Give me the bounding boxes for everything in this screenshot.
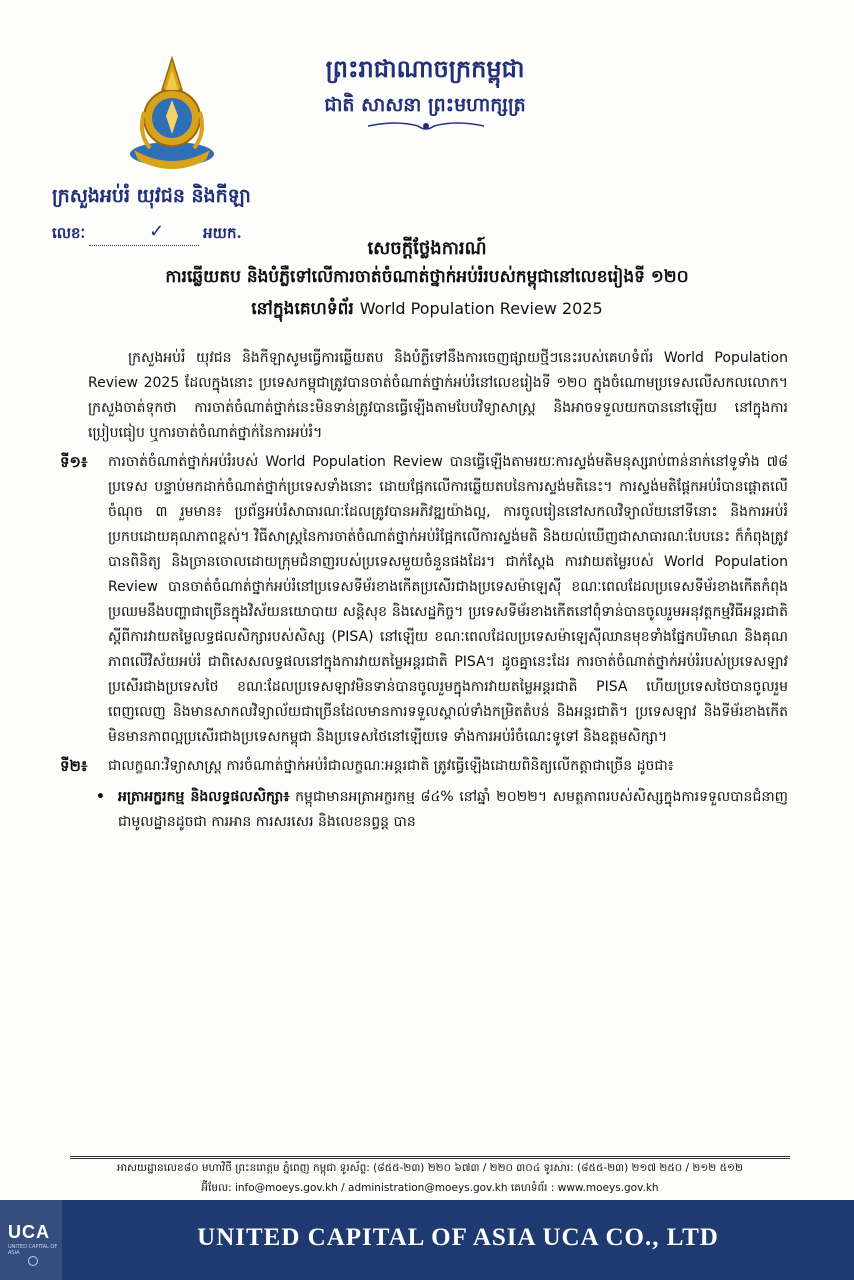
footer-contact: អ៊ីមែល: info@moeys.gov.kh / administration@moeys.gov.kh គេហទំព័រ : www.moeys.gov.kh — [201, 1182, 659, 1194]
document-title-line1: ការឆ្លើយតប និងបំភ្លឺទៅលើការចាត់ចំណាត់ថ្នាក់អប់រំរបស់កម្ពុជានៅលេខរៀងទី ១២០ — [165, 267, 689, 287]
point-2-number: ទី២៖ — [60, 757, 88, 775]
point-2 — [60, 754, 788, 779]
footer-divider-secondary — [70, 1158, 790, 1159]
ministry-emblem-icon — [124, 54, 220, 176]
kingdom-heading: ព្រះរាជាណាចក្រកម្ពុជា — [325, 54, 525, 83]
point-1 — [60, 450, 788, 750]
company-name: UNITED CAPITAL OF ASIA UCA CO., LTD — [197, 1224, 719, 1251]
bullet-literacy-text: កម្ពុជាមានអត្រាអក្ខរកម្ម ៨៤% នៅឆ្នាំ ២០២២។ សមត្ថភាពរបស់សិស្សក្នុងការទទួលបានជំនាញជាមូលដ្ឋានដូចជា ការអាន ការសរសេរ និងលេខនព្វន្ត បាន — [118, 789, 788, 830]
footer-address: អាសយដ្ឋានលេខ៨០ មហាវិថី ព្រះនរោត្តម ភ្នំពេញ កម្ពុជា ទូរស័ព្ទ: (៨៥៥-២៣) ២២០ ៦៧៣ / ២២០ ៣០៤ ទូរសារ: (៨៥៥-២៣) ២១៧ ២៥០ / ២១២ ៥១២ — [117, 1162, 743, 1174]
national-motto: ជាតិ សាសនា ព្រះមហាក្សត្រ — [324, 94, 526, 116]
reference-label: លេខៈ — [52, 224, 86, 242]
title-khmer-part: នៅក្នុងគេហទំព័រ — [251, 299, 354, 319]
document-type: សេចក្ដីថ្លែងការណ៍ — [367, 238, 487, 259]
bullet-literacy-heading: អត្រាអក្ខរកម្ម និងលទ្ធផលសិក្សា៖ — [118, 789, 290, 805]
title-english-part: World Population Review 2025 — [359, 299, 603, 318]
bullet-literacy — [88, 785, 788, 835]
ornament-divider-icon — [366, 118, 486, 134]
point-2-text: ជាលក្ខណៈវិទ្យាសាស្ត្រ ការចំណាត់ថ្នាក់អប់រំជាលក្ខណៈអន្តរជាតិ ត្រូវធ្វើឡើងដោយពិនិត្យលើកត្តាជាច្រើន ដូចជា៖ — [108, 758, 674, 774]
reference-suffix: អយក. — [203, 224, 242, 242]
uca-logo-mark-icon — [28, 1256, 38, 1266]
footer-divider — [70, 1156, 790, 1157]
uca-logo-subtitle: UNITED CAPITAL OF ASIA — [8, 1244, 58, 1256]
intro-paragraph: ក្រសួងអប់រំ យុវជន និងកីឡាសូមធ្វើការឆ្លើយតប និងបំភ្លឺទៅនឹងការចេញផ្សាយថ្មីៗនេះរបស់គេហទំព័រ World Population Review 2025 ដែលក្នុងនោះ ប្រទេសកម្ពុជាត្រូវបានចាត់ចំណាត់ថ្នាក់អប់រំនៅលេខរៀងទី ១២០ ក្នុងចំណោមប្រទេសលើសកលលោក។ ក្រសួងចាត់ទុកថា ការចាត់ចំណាត់ថ្នាក់នេះមិនទាន់ត្រូវបានធ្វើឡើងតាមបែបវិទ្យាសាស្ត្រ និងអាចទទួលយកបាននៅឡើយ នៅក្នុងការប្រៀបធៀប ឬការចាត់ចំណាត់ថ្នាក់នៃការអប់រំ។ — [88, 350, 788, 441]
uca-logo-text: UCA — [8, 1222, 50, 1242]
statement-body — [60, 346, 788, 835]
document-title-line2 — [40, 298, 814, 323]
point-1-text: ការចាត់ចំណាត់ថ្នាក់អប់រំរបស់ World Population Review បានធ្វើឡើងតាមរយៈការស្ទង់មតិមនុស្សរាប់ពាន់នាក់នៅទូទាំង ៧៨ ប្រទេស បន្ទាប់មកដាក់ចំណាត់ថ្នាក់ប្រទេសទាំងនោះ ដោយផ្អែកលើការឆ្លើយតបនៃការស្ទង់មតិនេះ។ ការស្ទង់មតិផ្តែកអប់រំបានផ្តោតលើចំណុច ៣ រួមមាន៖ ប្រព័ន្ធអប់រំសាធារណៈដែលត្រូវបានអភិវឌ្ឍយ៉ាងល្អ, ការចូលរៀននៅសកលវិទ្យាល័យនៅទីនោះ និងការអប់រំប្រកបដោយគុណភាពខ្ពស់។ វិធីសាស្ត្រនៃការចាត់ចំណាត់ថ្នាក់អប់រំផ្អែកលើការស្ទង់មតិ និងយល់ឃើញជាសាធារណៈបែបនេះ ក៏កំពុងត្រូវបានពិនិត្យ និងច្រានចោលដោយក្រុមជំនាញរបស់ប្រទេសមួយចំនួនផងដែរ។ ជាក់ស្តែង ការវាយតម្លៃរបស់ World Population Review បានចាត់ចំណាត់ថ្នាក់អប់រំនៅប្រទេសទីម័រខាងកើតប្រសើរជាងប្រទេសម៉ាឡេស៊ី ខណៈពេលដែលប្រទេសទីម័រខាងកើតកំពុងប្រឈមនឹងបញ្ហាជាច្រើនក្នុងវិស័យនយោបាយ សន្តិសុខ និងសេដ្ឋកិច្ច។ ប្រទេសទីម័រខាងកើតនៅពុំទាន់បានចូលរួមអនុវត្តកម្មវិធីអន្តរជាតិស្តីពីការវាយតម្លៃលទ្ធផលសិក្សារបស់សិស្ស (PISA) នៅឡើយ ខណៈពេលដែលប្រទេសម៉ាឡេស៊ីឈានមុខទាំងផ្នែកបរិមាណ និងគុណភាពលើវិស័យអប់រំ ជាពិសេសលទ្ធផលនៅក្នុងការវាយតម្លៃអន្តរជាតិ PISA។ ដូចគ្នានេះដែរ ការចាត់ចំណាត់ថ្នាក់អប់រំរបស់ប្រទេសឡាវប្រសើរជាងប្រទេសថៃ ខណៈដែលប្រទេសឡាវមិនទាន់បានចូលរួមក្នុងការវាយតម្លៃអន្តរជាតិ PISA ហើយប្រទេសថៃបានចូលរួមពេញលេញ និងមានសាកលវិទ្យាល័យជាច្រើនដែលមានការទទួលស្គាល់ទាំងកម្រិតតំបន់ និងអន្តរជាតិ។ ប្រទេសឡាវ និងទីម័រខាងកើត មិនមានភាពល្អប្រសើរជាងប្រទេសកម្ពុជា និងប្រទេសថៃនៅឡើយទេ ទាំងការអប់រំចំណេះទូទៅ និងឧត្តមសិក្សា។ — [108, 454, 788, 745]
reference-checkmark: ✓ — [149, 221, 165, 242]
point-1-number: ទី១៖ — [60, 453, 88, 471]
bullet-dot: • — [96, 789, 105, 805]
ministry-name: ក្រសួងអប់រំ យុវជន និងកីឡា — [52, 185, 251, 207]
